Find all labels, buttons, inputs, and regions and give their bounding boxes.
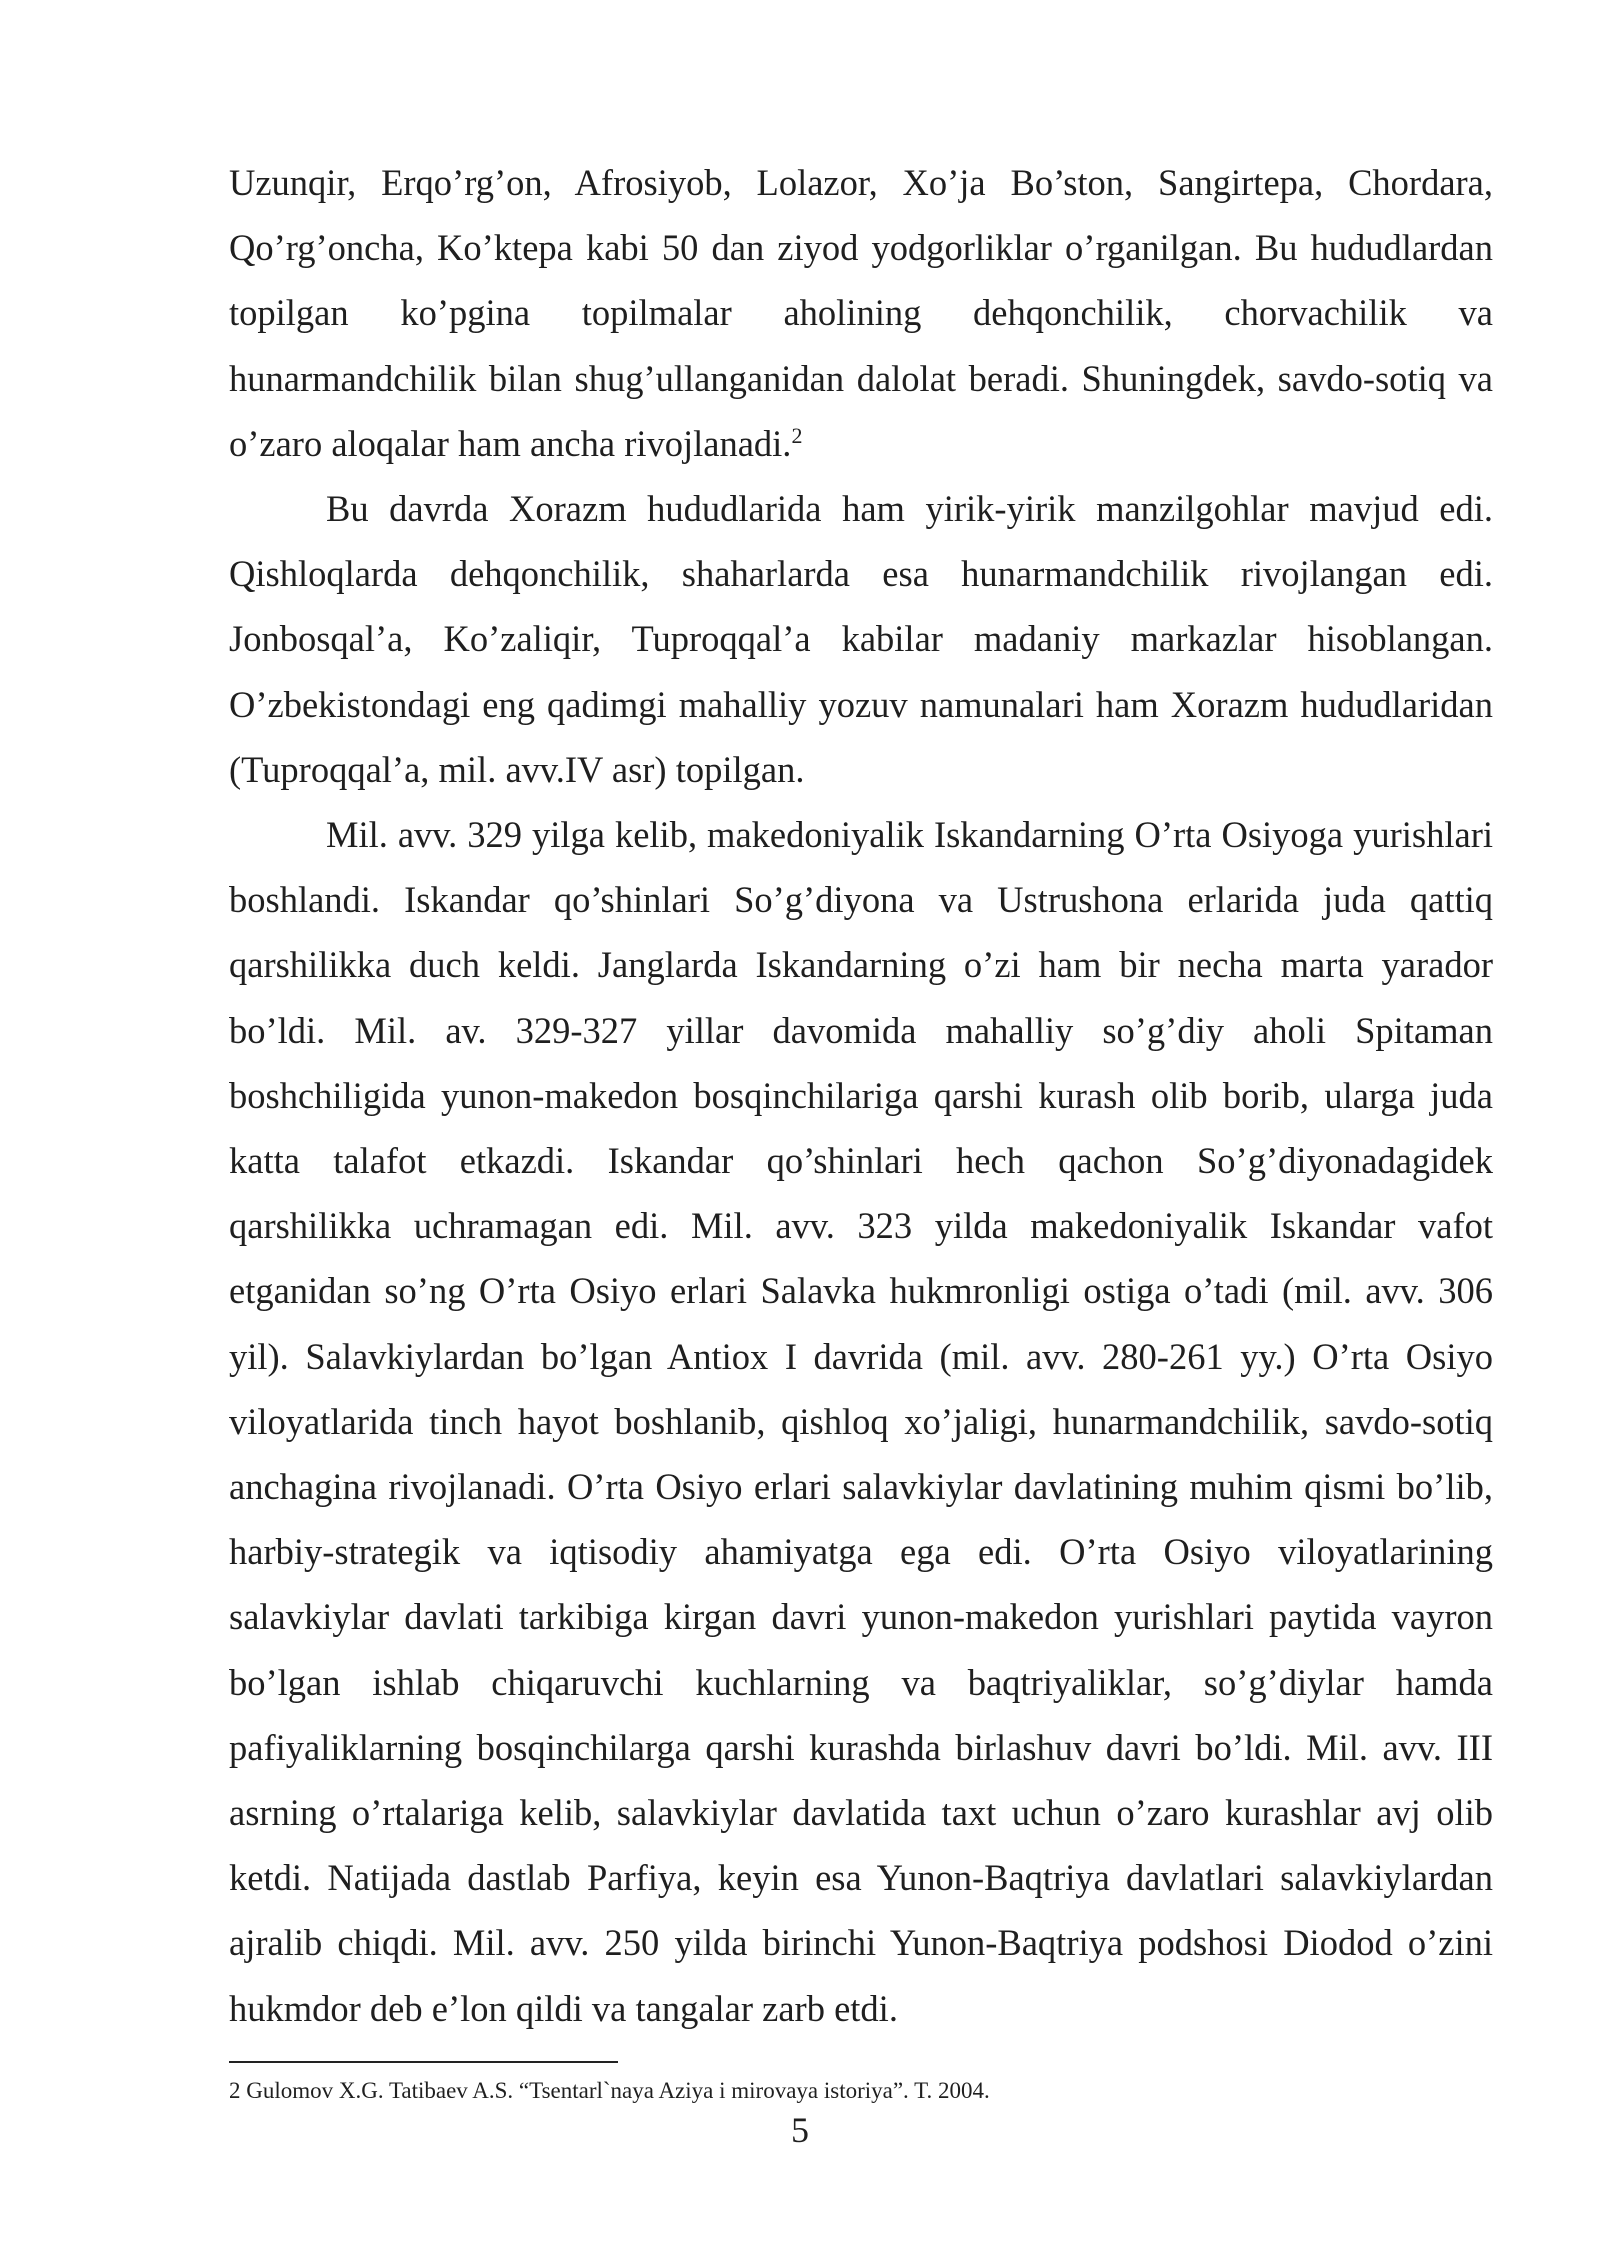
paragraph-2: Bu davrda Xorazm hududlarida ham yirik-yirik manzilgohlar mavjud edi. Qishloqlarda dehqonchilik, shaharlarda esa hunarmandchilik rivojlangan edi. Jonbosqal’a, Ko’zaliqir, Tuproqqal’a kabilar madaniy markazlar hisoblangan. O’zbekistondagi eng qadimgi mahalliy yozuv namunalari ham Xorazm hududlaridan (Tuproqqal’a, mil. avv.IV asr) topilgan. bbox=[229, 488, 1493, 790]
paragraph-3: Mil. avv. 329 yilga kelib, makedoniyalik Iskandarning O’rta Osiyoga yurishlari boshlandi. Iskandar qo’shinlari So’g’diyona va Ustrushona erlarida juda qattiq qarshilikka duch keldi. Janglarda Iskandarning o’zi ham bir necha marta yarador bo’ldi. Mil. av. 329-327 yillar davomida mahalliy so’g’diy aholi Spitaman boshchiligida yunon-makedon bosqinchilariga qarshi kurash olib borib, ularga juda katta talafot etkazdi. Iskandar qo’shinlari hech qachon So’g’diyonadagidek qarshilikka uchramagan edi. Mil. avv. 323 yilda makedoniyalik Iskandar vafot etganidan so’ng O’rta Osiyo erlari Salavka hukmronligi ostiga o’tadi (mil. avv. 306 yil). Salavkiylardan bo’lgan Antiox I davrida (mil. avv. 280-261 yy.) O’rta Osiyo viloyatlarida tinch hayot boshlanib, qishloq xo’jaligi, hunarmandchilik, savdo-sotiq anchagina rivojlanadi. O’rta Osiyo erlari salavkiylar davlatining muhim qismi bo’lib, harbiy-strategik va iqtisodiy ahamiyatga ega edi. O’rta Osiyo viloyatlarining salavkiylar davlati tarkibiga kirgan davri yunon-makedon yurishlari paytida vayron bo’lgan ishlab chiqaruvchi kuchlarning va baqtriyaliklar, so’g’diylar hamda pafiyaliklarning bosqinchilarga qarshi kurashda birlashuv davri bo’ldi. Mil. avv. III asrning o’rtalariga kelib, salavkiylar davlatida taxt uchun o’zaro kurashlar avj olib ketdi. Natijada dastlab Parfiya, keyin esa Yunon-Baqtriya davlatlari salavkiylardan ajralib chiqdi. Mil. avv. 250 yilda birinchi Yunon-Baqtriya podshosi Diodod o’zini hukmdor deb e’lon qildi va tangalar zarb etdi. bbox=[229, 814, 1493, 2029]
footnote: 2 Gulomov X.G. Tatibaev A.S. “Tsentarl`naya Aziya i mirovaya istoriya”. T. 2004. bbox=[229, 2078, 990, 2103]
footnote-separator bbox=[229, 2061, 618, 2063]
footnote-reference: 2 bbox=[791, 422, 803, 448]
paragraph-1 bbox=[229, 150, 1493, 476]
paragraph-1-text: Uzunqir, Erqo’rg’on, Afrosiyob, Lolazor, Xo’ja Bo’ston, Sangirtepa, Chordara, Qo’rg’oncha, Ko’ktepa kabi 50 dan ziyod yodgorliklar o’rganilgan. Bu hududlardan topilgan ko’pgina topilmalar aholining dehqonchilik, chorvachilik va hunarmandchilik bilan shug’ullanganidan dalolat beradi. Shuningdek, savdo-sotiq va o’zaro aloqalar ham ancha rivojlanadi. bbox=[229, 162, 1493, 464]
page-number: 5 bbox=[791, 2110, 809, 2150]
body-text bbox=[229, 150, 1493, 2041]
